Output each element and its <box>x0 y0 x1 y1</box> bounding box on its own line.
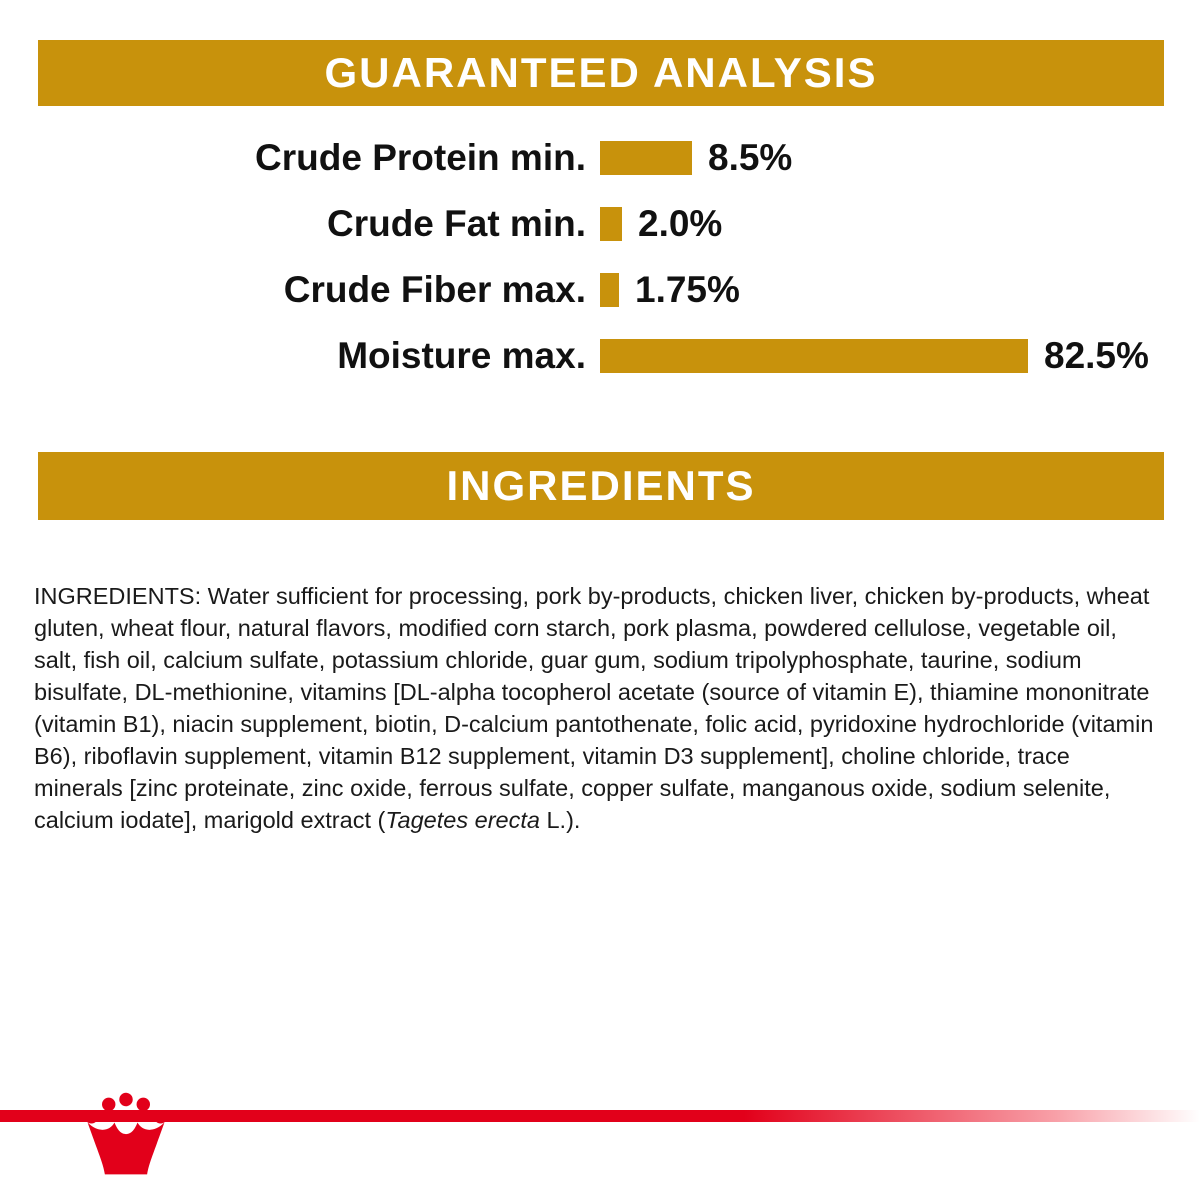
chart-row-moisture <box>38 328 1164 384</box>
ingredients-title: INGREDIENTS <box>446 462 756 509</box>
ingredients-scientific-name: Tagetes erecta <box>385 806 540 833</box>
ingredients-main-text: Water sufficient for processing, pork by-products, chicken liver, chicken by-products, wheat gluten, wheat flour, natural flavors, modified corn starch, pork plasma, powdered cellulose, vegetable oil, salt, fish oil, calcium sulfate, potassium chloride, guar gum, sodium tripolyphosphate, taurine, sodium bisulfate, DL-methionine, vitamins [DL-alpha tocopherol acetate (source of vitamin E), thiamine mononitrate (vitamin B1), niacin supplement, biotin, D-calcium pantothenate, folic acid, pyridoxine hydrochloride (vitamin B6), riboflavin supplement, vitamin B12 supplement, vitamin D3 supplement], choline chloride, trace minerals [zinc proteinate, zinc oxide, ferrous sulfate, copper sulfate, manganous oxide, sodium selenite, calcium iodate], marigold extract ( <box>34 582 1154 833</box>
chart-label-crude-fiber: Crude Fiber max. <box>283 269 586 310</box>
guaranteed-analysis-chart <box>38 130 1164 420</box>
chart-value-moisture: 82.5% <box>1044 335 1149 376</box>
chart-bar-moisture <box>600 339 1028 373</box>
chart-row-crude-fat <box>38 196 1164 252</box>
chart-row-crude-protein <box>38 130 1164 186</box>
footer-accent-stripe <box>0 1110 1200 1122</box>
royal-canin-crown-logo-icon <box>78 1088 174 1184</box>
chart-label-moisture: Moisture max. <box>337 335 586 376</box>
chart-bar-crude-fat <box>600 207 622 241</box>
ingredients-header <box>38 452 1164 520</box>
chart-label-crude-protein: Crude Protein min. <box>255 137 586 178</box>
ingredients-text-tail: L.). <box>539 806 581 833</box>
chart-bar-crude-fiber <box>600 273 619 307</box>
chart-value-crude-protein: 8.5% <box>708 137 793 178</box>
chart-label-crude-fat: Crude Fat min. <box>326 203 586 244</box>
chart-row-crude-fiber <box>38 262 1164 318</box>
ingredients-prefix: INGREDIENTS: <box>34 582 208 609</box>
chart-bar-crude-protein <box>600 141 692 175</box>
ingredients-body <box>34 580 1154 836</box>
chart-value-crude-fiber: 1.75% <box>635 269 740 310</box>
guaranteed-analysis-header <box>38 40 1164 106</box>
chart-value-crude-fat: 2.0% <box>638 203 723 244</box>
guaranteed-analysis-title: GUARANTEED ANALYSIS <box>324 49 878 96</box>
page-footer <box>0 1088 1200 1200</box>
